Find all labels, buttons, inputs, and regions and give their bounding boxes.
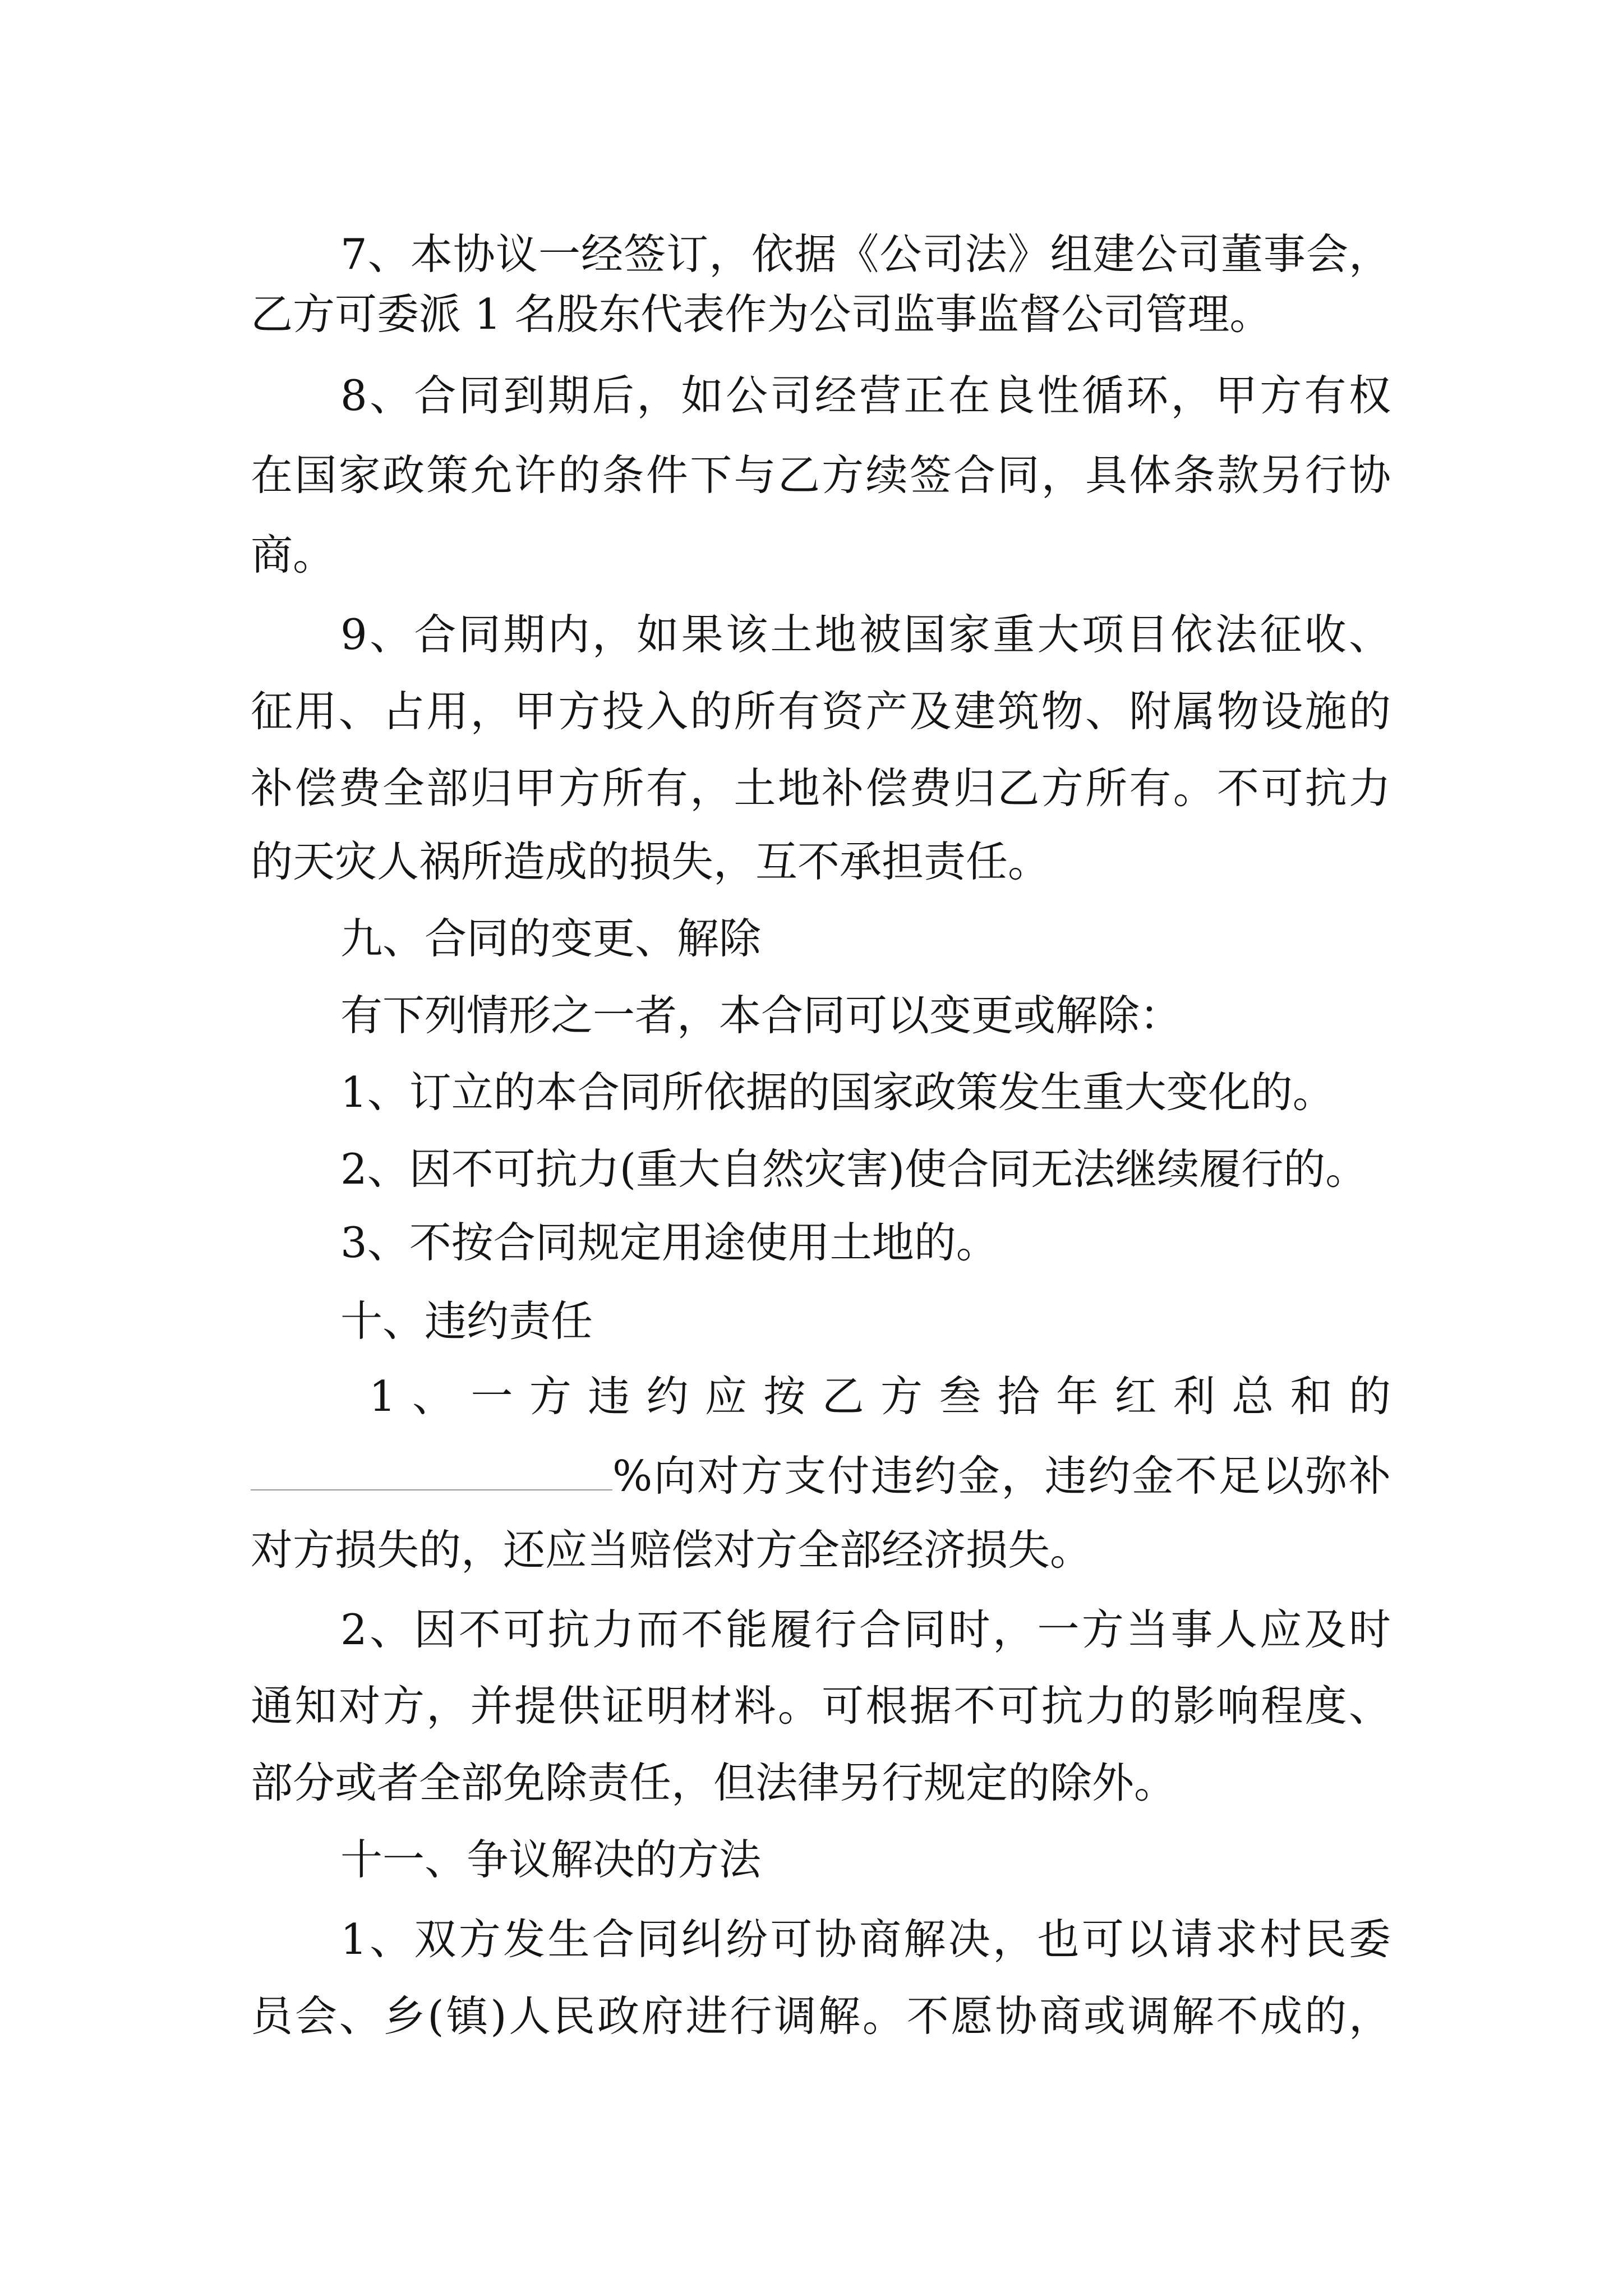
clause-9-line-4: 的天灾人祸所造成的损失，互不承担责任。 xyxy=(251,837,1050,886)
section-10-item-1-line-1: 1、一方违约应按乙方叁拾年红利总和的 xyxy=(369,1372,1391,1421)
section-9-intro: 有下列情形之一者，本合同可以变更或解除： xyxy=(340,991,1182,1040)
clause-9-line-2: 征用、占用，甲方投入的所有资产及建筑物、附属物设施的 xyxy=(251,687,1391,736)
section-11-item-1-line-1: 1、双方发生合同纠纷可协商解决，也可以请求村民委 xyxy=(340,1915,1391,1964)
fill-in-blank xyxy=(251,1489,612,1490)
section-9-item-2: 2、因不可抗力(重大自然灾害)使合同无法继续履行的。 xyxy=(340,1144,1368,1194)
clause-9-line-1: 9、合同期内，如果该土地被国家重大项目依法征收、 xyxy=(340,610,1391,659)
clause-8-line-1: 8、合同到期后，如公司经营正在良性循环，甲方有权 xyxy=(340,371,1391,420)
section-10-item-2-line-2: 通知对方，并提供证明材料。可根据不可抗力的影响程度、 xyxy=(251,1681,1391,1731)
clause-8-line-2: 在国家政策允许的条件下与乙方续签合同，具体条款另行协 xyxy=(251,450,1391,500)
clause-8-line-3: 商。 xyxy=(251,530,335,579)
section-10-item-1-line-3: 对方损失的，还应当赔偿对方全部经济损失。 xyxy=(251,1525,1092,1575)
section-10-item-2-line-1: 2、因不可抗力而不能履行合同时，一方当事人应及时 xyxy=(340,1605,1391,1654)
section-9-item-1: 1、订立的本合同所依据的国家政策发生重大变化的。 xyxy=(340,1068,1335,1117)
section-11-item-1-line-2: 员会、乡(镇)人民政府进行调解。不愿协商或调解不成的， xyxy=(251,1991,1391,2041)
section-11-heading: 十一、争议解决的方法 xyxy=(340,1835,762,1884)
clause-7-line-2: 乙方可委派 1 名股东代表作为公司监事监督公司管理。 xyxy=(251,289,1272,339)
section-9-heading: 九、合同的变更、解除 xyxy=(340,914,762,963)
section-9-item-3: 3、不按合同规定用途使用土地的。 xyxy=(340,1218,998,1267)
section-10-item-1-line-2 xyxy=(251,1442,1391,1510)
section-10-item-2-line-3: 部分或者全部免除责任，但法律另行规定的除外。 xyxy=(251,1758,1177,1807)
clause-9-line-3: 补偿费全部归甲方所有，土地补偿费归乙方所有。不可抗力 xyxy=(251,763,1391,813)
section-10-item-1-line-2-text: %向对方支付违约金，违约金不足以弥补 xyxy=(612,1451,1391,1501)
section-10-heading: 十、违约责任 xyxy=(340,1296,593,1346)
clause-7-line-1: 7、本协议一经签订，依据《公司法》组建公司董事会， xyxy=(340,229,1391,279)
